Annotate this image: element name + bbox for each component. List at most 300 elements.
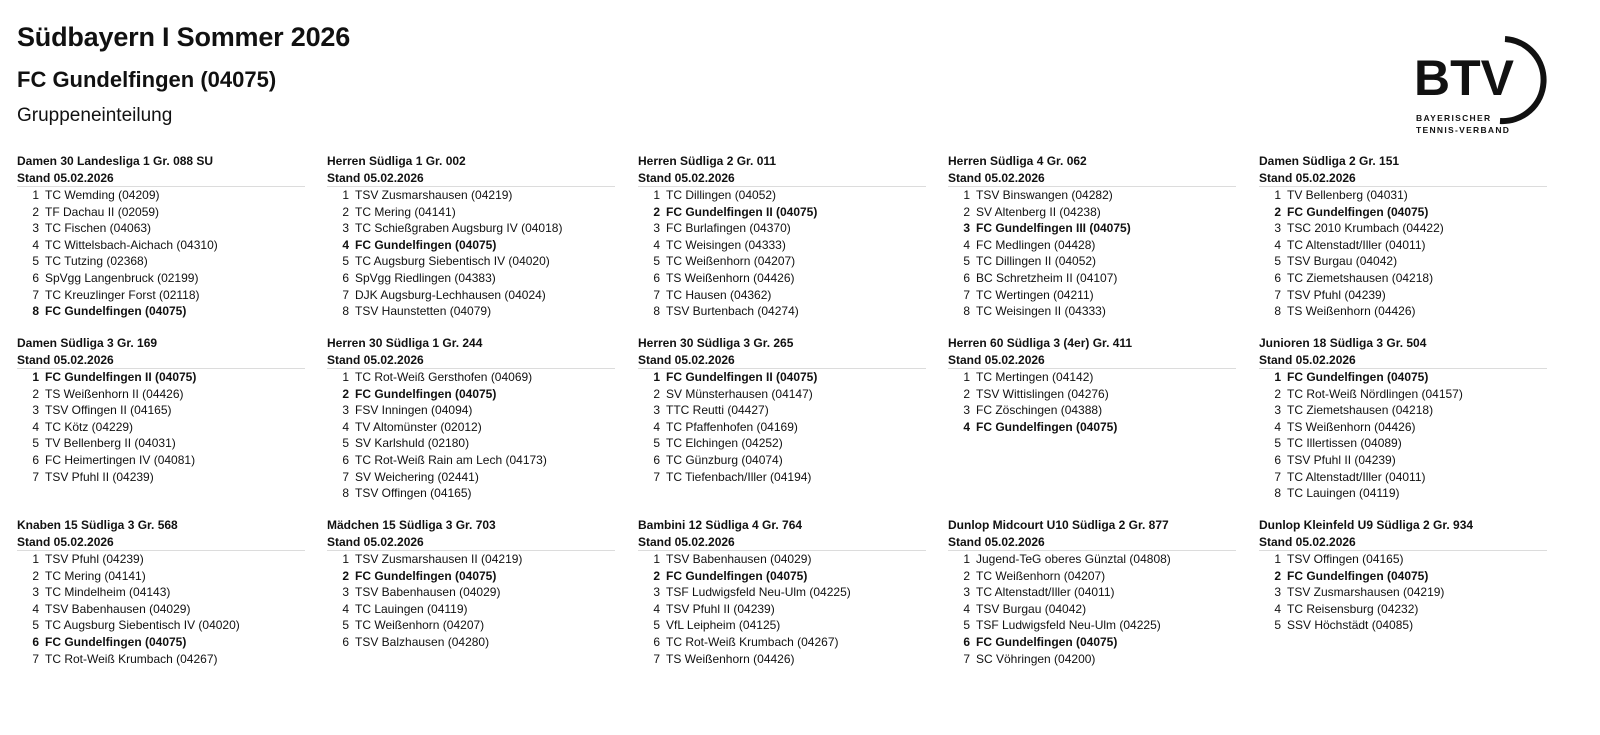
club-name: FC Gundelfingen (04075) — [17, 67, 277, 92]
team-name: TC Tutzing (02368) — [45, 254, 148, 269]
team-name: TSV Haunstetten (04079) — [355, 304, 492, 319]
group-title: Herren Südliga 4 Gr. 062 — [948, 154, 1087, 168]
team-name: SC Vöhringen (04200) — [976, 651, 1096, 666]
team-row — [638, 253, 926, 270]
team-rank: 4 — [963, 237, 970, 252]
team-row — [638, 435, 926, 452]
team-row — [327, 253, 615, 270]
page-title: Südbayern I Sommer 2026 — [17, 22, 351, 52]
team-rank: 5 — [342, 436, 349, 451]
team-name: TSV Wittislingen (04276) — [976, 386, 1109, 401]
team-row-own-club — [327, 386, 615, 403]
team-rank: 8 — [32, 304, 39, 319]
team-list — [17, 551, 305, 667]
team-row — [327, 551, 615, 568]
team-row — [327, 435, 615, 452]
team-row — [1259, 469, 1547, 486]
team-name: TC Wittelsbach-Aichach (04310) — [45, 237, 218, 252]
team-name: TC Pfaffenhofen (04169) — [666, 419, 798, 434]
team-name: TSF Ludwigsfeld Neu-Ulm (04225) — [666, 585, 851, 600]
team-rank: 6 — [1274, 270, 1281, 285]
team-row-own-club — [948, 419, 1236, 436]
team-name: SpVgg Riedlingen (04383) — [355, 270, 496, 285]
team-name: TSV Zusmarshausen (04219) — [355, 188, 513, 202]
team-name: TSV Offingen (04165) — [355, 486, 472, 501]
team-rank: 3 — [653, 585, 660, 600]
team-row — [1259, 617, 1547, 634]
team-row — [327, 601, 615, 618]
team-name: TC Weisingen (04333) — [666, 237, 786, 252]
team-name: FC Gundelfingen (04075) — [355, 237, 497, 252]
team-name: FC Gundelfingen II (04075) — [45, 370, 197, 384]
group-table — [1259, 517, 1547, 634]
team-name: TS Weißenhorn (04426) — [1287, 419, 1416, 434]
team-name: TC Weißenhorn (04207) — [666, 254, 796, 269]
team-rank: 1 — [653, 370, 660, 384]
team-rank: 1 — [342, 370, 349, 384]
team-row — [948, 253, 1236, 270]
team-row — [1259, 187, 1547, 204]
team-name: FC Gundelfingen (04075) — [666, 568, 808, 583]
team-row — [948, 369, 1236, 386]
team-name: TV Altomünster (02012) — [355, 419, 482, 434]
team-row — [638, 452, 926, 469]
group-title: Herren 60 Südliga 3 (4er) Gr. 411 — [948, 336, 1133, 350]
team-list — [327, 551, 615, 651]
team-rank: 7 — [342, 287, 349, 302]
btv-logo-line1: BAYERISCHER — [1416, 113, 1492, 123]
team-name: TSC 2010 Krumbach (04422) — [1287, 221, 1444, 236]
team-name: TSF Ludwigsfeld Neu-Ulm (04225) — [976, 618, 1161, 633]
team-rank: 7 — [32, 469, 39, 484]
team-name: TC Dillingen (04052) — [666, 188, 777, 202]
group-title: Herren Südliga 2 Gr. 011 — [638, 154, 777, 168]
team-rank: 5 — [653, 254, 660, 269]
team-row — [327, 634, 615, 651]
group-table — [1259, 335, 1547, 502]
team-rank: 3 — [963, 585, 970, 600]
team-name: TC Altenstadt/Iller (04011) — [1287, 469, 1426, 484]
team-row — [948, 601, 1236, 618]
team-rank: 2 — [653, 204, 660, 219]
team-name: TC Rot-Weiß Rain am Lech (04173) — [355, 452, 547, 467]
team-name: FC Gundelfingen (04075) — [45, 304, 187, 319]
team-rank: 7 — [963, 651, 970, 666]
team-name: TSV Pfuhl II (04239) — [1287, 452, 1396, 467]
team-name: TSV Offingen (04165) — [1287, 552, 1404, 566]
team-rank: 1 — [1274, 552, 1281, 566]
team-row-own-club — [327, 568, 615, 585]
team-row — [327, 419, 615, 436]
team-rank: 1 — [653, 188, 660, 202]
team-rank: 4 — [653, 237, 660, 252]
group-table — [1259, 153, 1547, 320]
team-row — [17, 386, 305, 403]
team-name: SpVgg Langenbruck (02199) — [45, 270, 199, 285]
team-rank: 1 — [342, 552, 349, 566]
team-name: TF Dachau II (02059) — [45, 204, 160, 219]
team-row — [327, 584, 615, 601]
team-rank: 7 — [32, 287, 39, 302]
team-row — [638, 634, 926, 651]
team-row-own-club — [948, 634, 1236, 651]
team-name: TC Mering (04141) — [355, 204, 456, 219]
team-rank: 5 — [342, 618, 349, 633]
team-row — [17, 601, 305, 618]
group-stand-date: Stand 05.02.2026 — [638, 352, 926, 369]
team-row — [638, 386, 926, 403]
team-name: TC Kötz (04229) — [45, 419, 134, 434]
team-name: TSV Burgau (04042) — [1287, 254, 1398, 269]
group-title: Junioren 18 Südliga 3 Gr. 504 — [1259, 336, 1427, 350]
team-list — [948, 551, 1236, 667]
team-row — [1259, 419, 1547, 436]
team-name: TC Hausen (04362) — [666, 287, 772, 302]
team-rank: 1 — [653, 552, 660, 566]
group-table — [327, 153, 615, 320]
team-row — [17, 253, 305, 270]
group-table — [948, 335, 1236, 435]
team-row-own-club — [17, 634, 305, 651]
team-row — [327, 469, 615, 486]
team-rank: 6 — [1274, 452, 1281, 467]
team-rank: 5 — [963, 618, 970, 633]
team-row — [1259, 253, 1547, 270]
team-row-own-club — [638, 568, 926, 585]
team-row — [17, 568, 305, 585]
team-row-own-club — [1259, 568, 1547, 585]
team-name: BC Schretzheim II (04107) — [976, 270, 1118, 285]
team-row — [638, 469, 926, 486]
team-name: FSV Inningen (04094) — [355, 403, 473, 418]
team-rank: 5 — [653, 618, 660, 633]
team-name: SSV Höchstädt (04085) — [1287, 618, 1414, 633]
team-name: TC Kreuzlinger Forst (02118) — [45, 287, 200, 302]
team-list — [1259, 187, 1547, 320]
team-name: TC Wemding (04209) — [45, 188, 160, 202]
team-row — [1259, 601, 1547, 618]
team-row — [17, 402, 305, 419]
team-row-own-club — [1259, 369, 1547, 386]
team-rank: 1 — [963, 370, 970, 384]
team-rank: 7 — [32, 651, 39, 666]
team-rank: 3 — [1274, 585, 1281, 600]
team-rank: 6 — [342, 452, 349, 467]
team-rank: 4 — [342, 237, 349, 252]
team-row — [327, 485, 615, 502]
team-row-own-club — [17, 369, 305, 386]
team-name: TC Ziemetshausen (04218) — [1287, 403, 1434, 418]
team-rank: 4 — [342, 419, 349, 434]
team-rank: 4 — [32, 419, 39, 434]
team-rank: 7 — [1274, 287, 1281, 302]
team-name: TSV Zusmarshausen II (04219) — [355, 552, 523, 566]
team-name: FC Gundelfingen II (04075) — [666, 204, 818, 219]
team-row — [948, 303, 1236, 320]
team-rank: 7 — [342, 469, 349, 484]
team-rank: 3 — [342, 403, 349, 418]
team-name: TSV Binswangen (04282) — [976, 188, 1113, 202]
group-title: Knaben 15 Südliga 3 Gr. 568 — [17, 518, 178, 532]
team-name: TC Lauingen (04119) — [1287, 486, 1400, 501]
team-row — [948, 551, 1236, 568]
team-row — [948, 651, 1236, 668]
group-stand-date: Stand 05.02.2026 — [17, 352, 305, 369]
group-title: Herren Südliga 1 Gr. 002 — [327, 154, 466, 168]
team-name: FC Medlingen (04428) — [976, 237, 1096, 252]
team-name: TSV Burtenbach (04274) — [666, 304, 799, 319]
team-rank: 3 — [653, 221, 660, 236]
team-list — [948, 369, 1236, 435]
group-title: Dunlop Kleinfeld U9 Südliga 2 Gr. 934 — [1259, 518, 1474, 532]
team-row-own-club — [327, 237, 615, 254]
team-rank: 8 — [342, 486, 349, 501]
team-name: TC Illertissen (04089) — [1287, 436, 1402, 451]
team-row — [638, 651, 926, 668]
team-row — [638, 584, 926, 601]
btv-logo-letters: BTV — [1414, 50, 1514, 106]
team-list — [17, 369, 305, 485]
team-row — [638, 402, 926, 419]
team-row — [1259, 303, 1547, 320]
team-name: FC Gundelfingen (04075) — [1287, 370, 1429, 384]
group-table — [948, 153, 1236, 320]
team-rank: 6 — [653, 270, 660, 285]
team-rank: 5 — [1274, 618, 1281, 633]
team-row — [17, 551, 305, 568]
page-subtitle: Gruppeneinteilung — [17, 105, 173, 126]
group-table — [17, 153, 305, 320]
team-row — [638, 270, 926, 287]
team-rank: 6 — [963, 270, 970, 285]
team-row — [327, 270, 615, 287]
team-name: TC Schießgraben Augsburg IV (04018) — [355, 221, 563, 236]
team-row — [327, 369, 615, 386]
team-rank: 7 — [963, 287, 970, 302]
team-row-own-club — [17, 303, 305, 320]
team-list — [638, 187, 926, 320]
team-name: TC Lauingen (04119) — [355, 601, 468, 616]
team-row — [17, 435, 305, 452]
team-row — [327, 402, 615, 419]
team-name: TC Weisingen II (04333) — [976, 304, 1106, 319]
team-row — [638, 287, 926, 304]
team-list — [948, 187, 1236, 320]
team-row — [17, 617, 305, 634]
team-row — [17, 237, 305, 254]
team-rank: 7 — [653, 469, 660, 484]
team-rank: 2 — [1274, 568, 1281, 583]
team-rank: 4 — [653, 601, 660, 616]
team-rank: 4 — [32, 237, 39, 252]
team-rank: 6 — [32, 270, 39, 285]
team-name: TS Weißenhorn (04426) — [666, 651, 795, 666]
team-row — [327, 303, 615, 320]
team-row — [17, 584, 305, 601]
team-row — [327, 204, 615, 221]
group-title: Mädchen 15 Südliga 3 Gr. 703 — [327, 518, 496, 532]
group-stand-date: Stand 05.02.2026 — [638, 170, 926, 187]
team-rank: 6 — [963, 634, 970, 649]
team-rank: 1 — [963, 552, 970, 566]
team-row — [17, 469, 305, 486]
team-list — [327, 369, 615, 502]
team-name: TC Tiefenbach/Iller (04194) — [666, 469, 812, 484]
team-name: TC Augsburg Siebentisch IV (04020) — [45, 618, 240, 633]
team-rank: 4 — [653, 419, 660, 434]
team-name: TSV Babenhausen (04029) — [45, 601, 191, 616]
group-table — [17, 335, 305, 485]
team-row — [1259, 485, 1547, 502]
team-row — [17, 651, 305, 668]
team-rank: 3 — [1274, 221, 1281, 236]
team-name: FC Zöschingen (04388) — [976, 403, 1103, 418]
team-rank: 6 — [32, 452, 39, 467]
team-row — [1259, 270, 1547, 287]
team-rank: 3 — [32, 403, 39, 418]
group-stand-date: Stand 05.02.2026 — [17, 170, 305, 187]
team-rank: 2 — [342, 386, 349, 401]
team-name: TC Elchingen (04252) — [666, 436, 783, 451]
team-row — [1259, 435, 1547, 452]
team-rank: 3 — [32, 585, 39, 600]
team-name: TC Rot-Weiß Krumbach (04267) — [45, 651, 218, 666]
team-rank: 1 — [1274, 370, 1281, 384]
team-name: FC Burlafingen (04370) — [666, 221, 791, 236]
team-name: FC Gundelfingen II (04075) — [666, 370, 818, 384]
team-row — [17, 187, 305, 204]
team-rank: 3 — [1274, 403, 1281, 418]
team-row — [1259, 386, 1547, 403]
team-rank: 2 — [963, 204, 970, 219]
team-rank: 1 — [1274, 188, 1281, 202]
team-rank: 4 — [1274, 237, 1281, 252]
team-name: TV Bellenberg II (04031) — [45, 436, 176, 451]
team-row — [327, 187, 615, 204]
team-name: TC Rot-Weiß Nördlingen (04157) — [1287, 386, 1463, 401]
team-name: FC Gundelfingen (04075) — [355, 386, 497, 401]
team-name: DJK Augsburg-Lechhausen (04024) — [355, 287, 546, 302]
team-rank: 5 — [1274, 254, 1281, 269]
group-table — [638, 517, 926, 667]
team-rank: 6 — [653, 452, 660, 467]
team-name: TC Wertingen (04211) — [976, 287, 1094, 302]
group-table — [17, 517, 305, 667]
team-row — [17, 220, 305, 237]
team-rank: 5 — [653, 436, 660, 451]
team-list — [1259, 551, 1547, 634]
group-stand-date: Stand 05.02.2026 — [948, 534, 1236, 551]
team-rank: 6 — [653, 634, 660, 649]
team-name: TC Günzburg (04074) — [666, 452, 783, 467]
team-row — [948, 187, 1236, 204]
team-row — [948, 617, 1236, 634]
group-stand-date: Stand 05.02.2026 — [17, 534, 305, 551]
team-list — [327, 187, 615, 320]
team-row — [948, 287, 1236, 304]
team-name: TV Bellenberg (04031) — [1287, 188, 1408, 202]
team-rank: 5 — [963, 254, 970, 269]
team-rank: 8 — [963, 304, 970, 319]
team-rank: 2 — [32, 568, 39, 583]
team-rank: 4 — [1274, 419, 1281, 434]
team-row — [1259, 220, 1547, 237]
team-rank: 7 — [653, 287, 660, 302]
group-stand-date: Stand 05.02.2026 — [948, 170, 1236, 187]
team-name: TS Weißenhorn II (04426) — [45, 386, 184, 401]
team-name: FC Gundelfingen (04075) — [355, 568, 497, 583]
team-rank: 3 — [963, 403, 970, 418]
team-row-own-club — [1259, 204, 1547, 221]
team-name: Jugend-TeG oberes Günztal (04808) — [976, 552, 1171, 566]
team-row-own-club — [638, 204, 926, 221]
team-row — [638, 237, 926, 254]
team-rank: 6 — [32, 634, 39, 649]
team-name: TC Mindelheim (04143) — [45, 585, 171, 600]
team-rank: 2 — [963, 386, 970, 401]
team-rank: 8 — [342, 304, 349, 319]
team-row — [1259, 237, 1547, 254]
team-rank: 5 — [1274, 436, 1281, 451]
team-row — [327, 617, 615, 634]
team-row — [948, 270, 1236, 287]
team-row — [1259, 402, 1547, 419]
team-name: TC Ziemetshausen (04218) — [1287, 270, 1434, 285]
group-stand-date: Stand 05.02.2026 — [1259, 352, 1547, 369]
team-name: TTC Reutti (04427) — [666, 403, 769, 418]
team-row — [638, 303, 926, 320]
team-rank: 4 — [32, 601, 39, 616]
group-title: Herren 30 Südliga 1 Gr. 244 — [327, 336, 483, 350]
team-name: TC Augsburg Siebentisch IV (04020) — [355, 254, 550, 269]
team-name: SV Karlshuld (02180) — [355, 436, 470, 451]
group-stand-date: Stand 05.02.2026 — [327, 170, 615, 187]
team-name: TSV Babenhausen (04029) — [355, 585, 501, 600]
team-row — [638, 617, 926, 634]
team-rank: 4 — [1274, 601, 1281, 616]
team-row — [1259, 584, 1547, 601]
team-name: TC Altenstadt/Iller (04011) — [976, 585, 1115, 600]
team-rank: 4 — [342, 601, 349, 616]
group-table — [638, 335, 926, 485]
team-rank: 3 — [32, 221, 39, 236]
team-name: TS Weißenhorn (04426) — [1287, 304, 1416, 319]
team-rank: 6 — [342, 270, 349, 285]
team-rank: 6 — [342, 634, 349, 649]
team-name: TC Mering (04141) — [45, 568, 146, 583]
group-stand-date: Stand 05.02.2026 — [638, 534, 926, 551]
team-row — [1259, 551, 1547, 568]
team-rank: 5 — [32, 618, 39, 633]
btv-logo-line2: TENNIS-VERBAND — [1416, 125, 1511, 135]
group-table — [327, 517, 615, 651]
team-name: TSV Pfuhl II (04239) — [666, 601, 775, 616]
group-title: Bambini 12 Südliga 4 Gr. 764 — [638, 518, 803, 532]
team-name: TSV Zusmarshausen (04219) — [1287, 585, 1445, 600]
team-rank: 2 — [963, 568, 970, 583]
team-row-own-club — [948, 220, 1236, 237]
team-name: TSV Balzhausen (04280) — [355, 634, 490, 649]
group-title: Herren 30 Südliga 3 Gr. 265 — [638, 336, 794, 350]
team-row — [1259, 287, 1547, 304]
team-list — [17, 187, 305, 320]
team-rank: 5 — [342, 254, 349, 269]
team-row — [948, 204, 1236, 221]
team-name: TSV Babenhausen (04029) — [666, 552, 812, 566]
group-title: Dunlop Midcourt U10 Südliga 2 Gr. 877 — [948, 518, 1169, 532]
team-rank: 1 — [342, 188, 349, 202]
team-row — [638, 220, 926, 237]
